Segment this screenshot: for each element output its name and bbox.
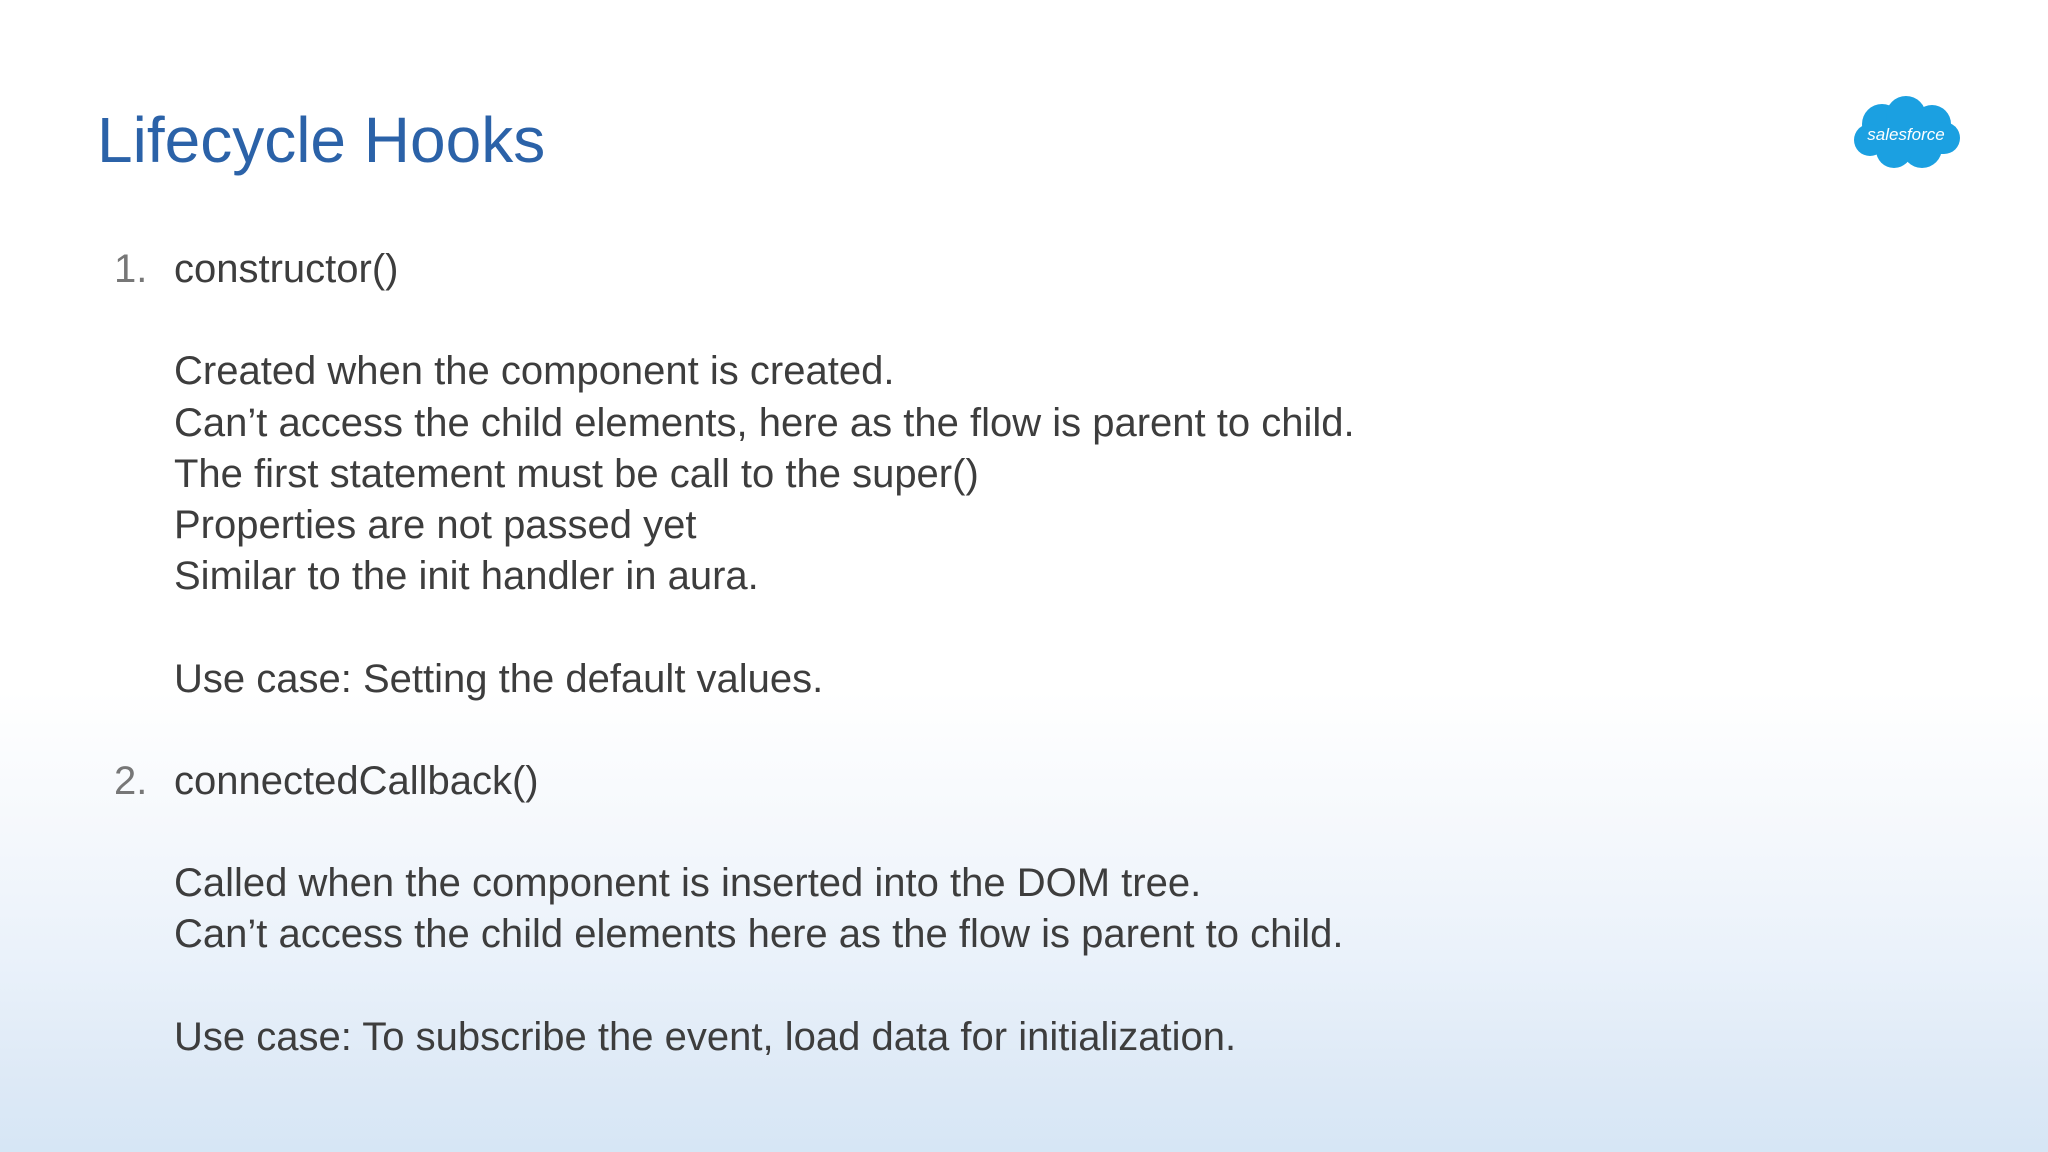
list-line: Created when the component is created. xyxy=(174,349,895,394)
list-number: 2. xyxy=(114,758,148,803)
use-case-line: Use case: Setting the default values. xyxy=(174,656,824,701)
list-line: Properties are not passed yet xyxy=(174,502,697,547)
list-line: Called when the component is inserted into the DOM tree. xyxy=(174,861,1202,906)
salesforce-logo xyxy=(1848,90,1964,174)
list-heading: constructor() xyxy=(174,247,399,291)
logo-text: salesforce xyxy=(1867,125,1945,144)
list-line: Can’t access the child elements here as the flow is parent to child. xyxy=(174,912,1344,957)
use-case-line: Use case: To subscribe the event, load data for initialization. xyxy=(174,1014,1237,1059)
slide-content xyxy=(114,244,1914,1063)
list-line: The first statement must be call to the super() xyxy=(174,451,979,496)
spacer xyxy=(114,961,1914,1012)
spacer xyxy=(114,705,1914,756)
list-item-heading xyxy=(114,756,1914,807)
spacer xyxy=(114,602,1914,653)
list-heading: connectedCallback() xyxy=(174,758,539,803)
spacer xyxy=(114,295,1914,346)
list-line: Similar to the init handler in aura. xyxy=(174,554,759,599)
salesforce-cloud-icon xyxy=(1848,90,1964,174)
slide-title: Lifecycle Hooks xyxy=(97,104,546,176)
list-number: 1. xyxy=(114,247,148,291)
list-item-heading xyxy=(114,244,1914,295)
list-line: Can’t access the child elements, here as the flow is parent to child. xyxy=(174,400,1355,445)
spacer xyxy=(114,807,1914,858)
